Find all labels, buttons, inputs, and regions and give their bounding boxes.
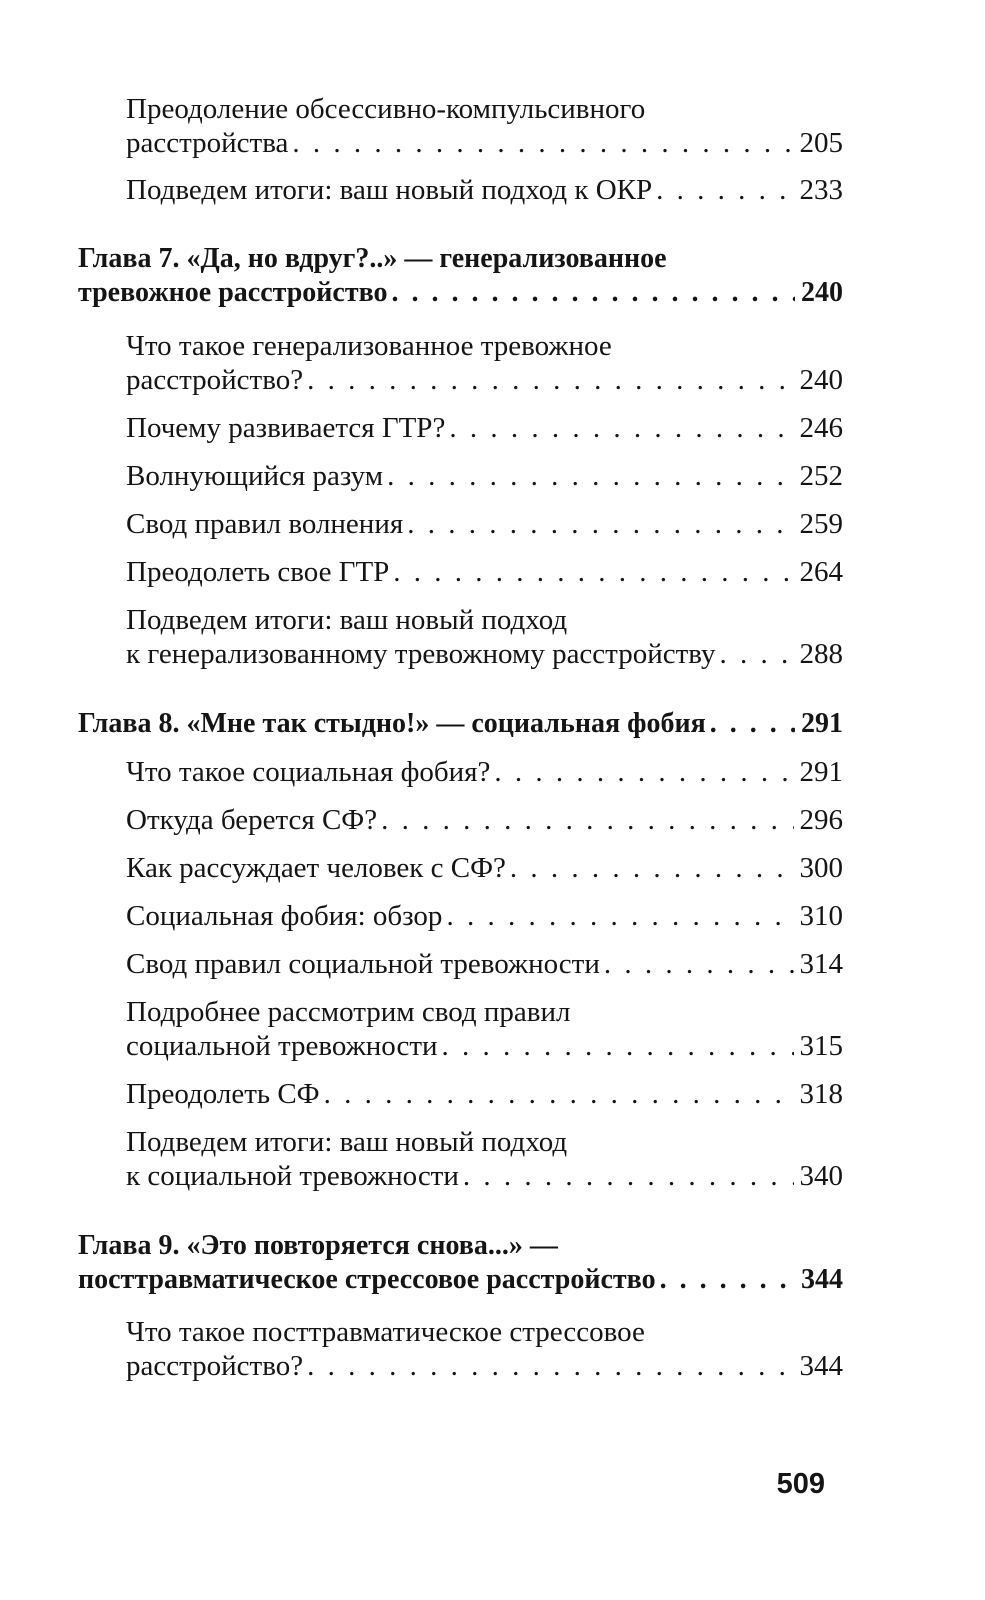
toc-entry-title-line: расстройства xyxy=(126,127,289,159)
toc-entry-title-line: расстройство? xyxy=(126,1350,304,1382)
leader-dots xyxy=(656,173,793,207)
toc-chapter-entry xyxy=(78,707,843,741)
toc-entry-title-line: к социальной тревожности xyxy=(126,1160,459,1192)
toc-entry xyxy=(78,755,843,789)
table-of-contents xyxy=(78,92,843,1383)
toc-entry-title-line: Подробнее рассмотрим свод правил xyxy=(126,996,571,1028)
toc-entry-title-line: Глава 7. «Да, но вдруг?..» — генерализованное xyxy=(78,243,667,274)
leader-dots xyxy=(463,1159,794,1193)
toc-entry-title-line: расстройство? xyxy=(126,364,304,396)
toc-entry-title-line: Как рассуждает человек с СФ? xyxy=(126,852,506,884)
toc-entry-title-line: к генерализованному тревожному расстройству xyxy=(126,638,716,670)
leader-dots xyxy=(292,126,793,160)
toc-entry-title-line: Преодоление обсессивно-компульсивного xyxy=(126,93,646,125)
toc-entry-title-line: Свод правил социальной тревожности xyxy=(126,948,600,980)
toc-entry-title-line: Откуда берется СФ? xyxy=(126,804,378,836)
leader-dots xyxy=(660,1263,795,1297)
leader-dots xyxy=(442,1029,794,1063)
toc-page-number: 318 xyxy=(799,1078,843,1110)
leader-dots xyxy=(604,947,794,981)
toc-entry-title-line: Что такое посттравматическое стрессовое xyxy=(126,1316,645,1348)
toc-entry-title-line: Что такое социальная фобия? xyxy=(126,756,491,788)
leader-dots xyxy=(392,276,795,310)
toc-page-number: 344 xyxy=(799,1350,843,1382)
leader-dots xyxy=(710,707,795,741)
toc-page-number: 259 xyxy=(799,508,843,540)
toc-entry xyxy=(78,92,843,160)
toc-page-number: 296 xyxy=(799,804,843,836)
toc-page-number: 314 xyxy=(799,948,843,980)
toc-entry-title-line: Преодолеть свое ГТР xyxy=(126,556,390,588)
toc-entry-title-line: Что такое генерализованное тревожное xyxy=(126,330,612,362)
toc-entry xyxy=(78,803,843,837)
toc-entry xyxy=(78,1125,843,1193)
toc-entry xyxy=(78,851,843,885)
toc-page-number: 205 xyxy=(799,127,843,159)
toc-page-number: 315 xyxy=(799,1030,843,1062)
toc-page-number: 246 xyxy=(799,412,843,444)
leader-dots xyxy=(324,1077,794,1111)
toc-page-number: 291 xyxy=(801,708,843,739)
leader-dots xyxy=(494,755,793,789)
toc-entry-title-line: Глава 9. «Это повторяется снова...» — xyxy=(78,1230,558,1261)
toc-page-number: 288 xyxy=(799,638,843,670)
toc-entry xyxy=(78,1315,843,1383)
leader-dots xyxy=(510,851,794,885)
leader-dots xyxy=(446,899,793,933)
toc-page-number: 340 xyxy=(799,1160,843,1192)
toc-entry-title-line: Волнующийся разум xyxy=(126,460,384,492)
toc-entry-title-line: Свод правил волнения xyxy=(126,508,404,540)
toc-page-number: 252 xyxy=(799,460,843,492)
toc-entry xyxy=(78,555,843,589)
leader-dots xyxy=(307,1349,793,1383)
toc-entry xyxy=(78,947,843,981)
toc-entry-title-line: Глава 8. «Мне так стыдно!» — социальная фобия xyxy=(78,708,706,739)
toc-entry-title-line: Подведем итоги: ваш новый подход xyxy=(126,604,568,636)
toc-entry-title-line: Подведем итоги: ваш новый подход к ОКР xyxy=(126,174,653,206)
toc-entry-title-line: посттравматическое стрессовое расстройство xyxy=(78,1264,656,1295)
toc-page-number: 300 xyxy=(799,852,843,884)
toc-page-number: 344 xyxy=(801,1264,843,1295)
toc-entry xyxy=(78,1077,843,1111)
toc-chapter-entry xyxy=(78,1229,843,1297)
leader-dots xyxy=(719,637,793,671)
toc-entry xyxy=(78,411,843,445)
toc-entry xyxy=(78,329,843,397)
toc-page-number: 291 xyxy=(799,756,843,788)
toc-chapter-entry xyxy=(78,242,843,310)
toc-entry-title-line: Подведем итоги: ваш новый подход xyxy=(126,1126,568,1158)
toc-entry xyxy=(78,995,843,1063)
toc-page-number: 233 xyxy=(799,174,843,206)
toc-entry-title-line: социальной тревожности xyxy=(126,1030,438,1062)
leader-dots xyxy=(387,459,793,493)
leader-dots xyxy=(307,363,793,397)
toc-page-number: 310 xyxy=(799,900,843,932)
leader-dots xyxy=(449,411,793,445)
toc-page-number: 240 xyxy=(801,277,843,308)
toc-entry-title-line: Почему развивается ГТР? xyxy=(126,412,446,444)
toc-entry xyxy=(78,173,843,207)
leader-dots xyxy=(393,555,793,589)
toc-entry-title-line: Преодолеть СФ xyxy=(126,1078,320,1110)
toc-entry-title-line: Социальная фобия: обзор xyxy=(126,900,443,932)
toc-page-number: 240 xyxy=(799,364,843,396)
toc-entry-title-line: тревожное расстройство xyxy=(78,277,388,308)
toc-page-number: 264 xyxy=(799,556,843,588)
toc-entry xyxy=(78,459,843,493)
leader-dots xyxy=(381,803,793,837)
toc-entry xyxy=(78,603,843,671)
leader-dots xyxy=(407,507,793,541)
toc-entry xyxy=(78,507,843,541)
toc-entry xyxy=(78,899,843,933)
page-number: 509 xyxy=(776,1468,825,1500)
